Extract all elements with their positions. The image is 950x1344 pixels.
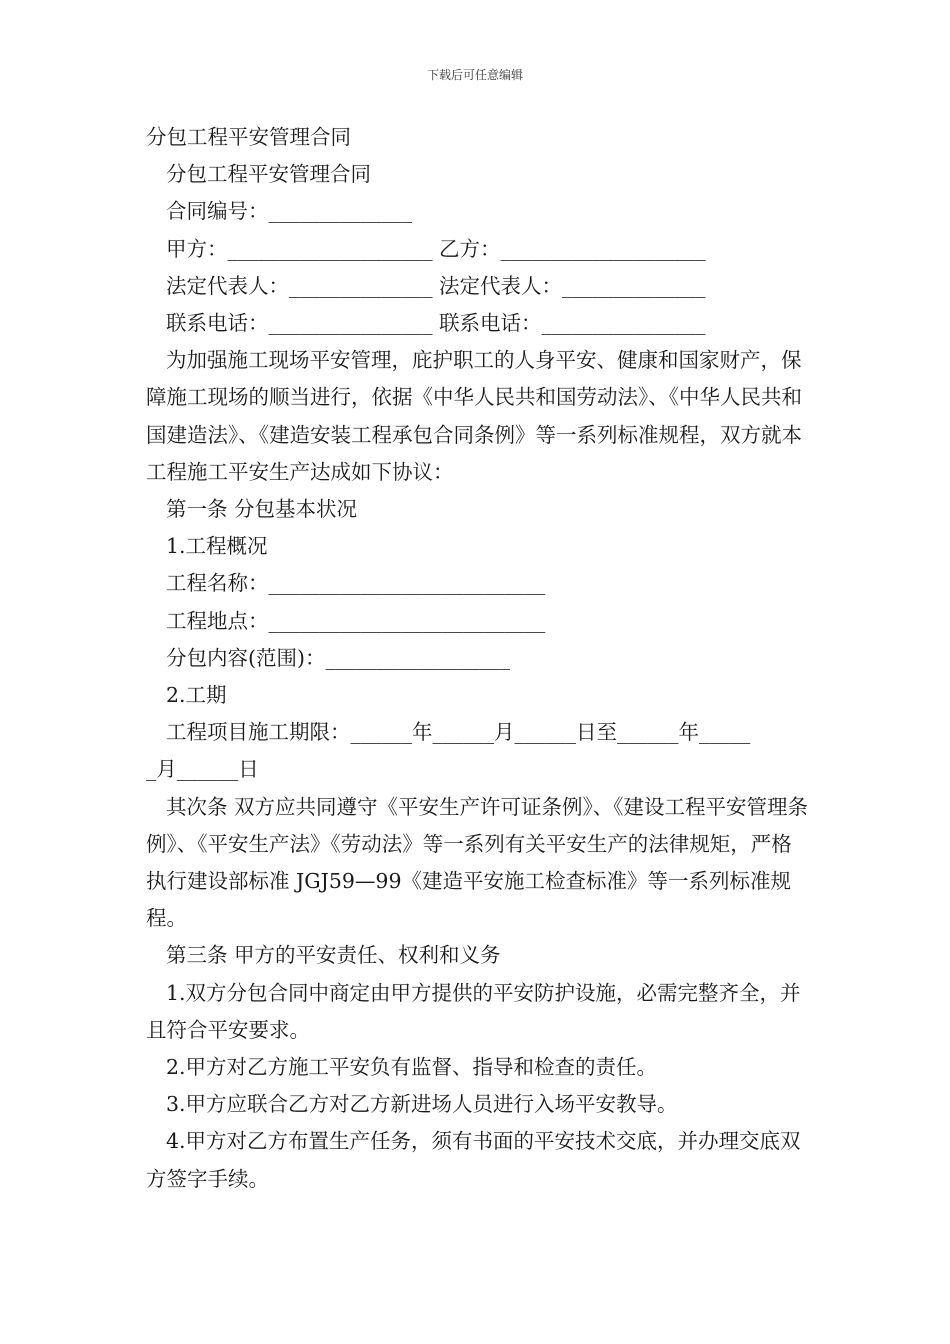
page-header: 下载后可任意编辑 bbox=[426, 68, 523, 82]
document-subtitle: 分包工程平安管理合同 bbox=[166, 162, 371, 187]
preamble-paragraph: 为加强施工现场平安管理，庇护职工的人身平安、健康和国家财产，保障施工现场的顺当进行，依据《中华人民共和国劳动法》、《中华人民共和国建造法》、《建造安装工程承包合同条例》等一系列标准规程，双方就本工程施工平安生产达成如下协议： bbox=[146, 348, 802, 484]
item-project-overview: 1.工程概况 bbox=[166, 534, 268, 559]
article-3-item-2: 2.甲方对乙方施工平安负有监督、指导和检查的责任。 bbox=[166, 1055, 658, 1080]
construction-period-continued: _月______日 bbox=[146, 757, 259, 782]
phone-line: 联系电话：________________ 联系电话：________________ bbox=[166, 311, 706, 336]
subcontract-scope-line: 分包内容(范围)：__________________ bbox=[166, 645, 510, 670]
contract-number-line: 合同编号：______________ bbox=[166, 199, 412, 224]
article-1-title: 第一条 分包基本状况 bbox=[166, 497, 358, 522]
article-3-item-4: 4.甲方对乙方布置生产任务，须有书面的平安技术交底，并办理交底双方签字手续。 bbox=[146, 1129, 801, 1191]
document-body bbox=[146, 119, 811, 1198]
article-3-title: 第三条 甲方的平安责任、权利和义务 bbox=[166, 943, 501, 968]
project-name-line: 工程名称：___________________________ bbox=[166, 571, 546, 596]
item-duration: 2.工期 bbox=[166, 683, 227, 708]
construction-period-line: 工程项目施工期限：______年______月______日至______年_____ bbox=[166, 720, 751, 745]
article-3-item-3: 3.甲方应联合乙方对乙方新进场人员进行入场平安教导。 bbox=[166, 1092, 678, 1117]
article-3-item-1: 1.双方分包合同中商定由甲方提供的平安防护设施，必需完整齐全，并且符合平安要求。 bbox=[146, 980, 801, 1042]
parties-line: 甲方：____________________ 乙方：____________________ bbox=[166, 236, 706, 261]
document-title: 分包工程平安管理合同 bbox=[146, 125, 351, 149]
project-site-line: 工程地点：___________________________ bbox=[166, 608, 546, 633]
article-2-paragraph: 其次条 双方应共同遵守《平安生产许可证条例》、《建设工程平安管理条例》、《平安生产法》《劳动法》等一系列有关平安生产的法律规矩，严格执行建设部标准 JGJ59—99《建造平安施工检查标准》等一系列标准规程。 bbox=[146, 794, 809, 931]
legal-representative-line: 法定代表人：______________ 法定代表人：______________ bbox=[166, 273, 706, 298]
